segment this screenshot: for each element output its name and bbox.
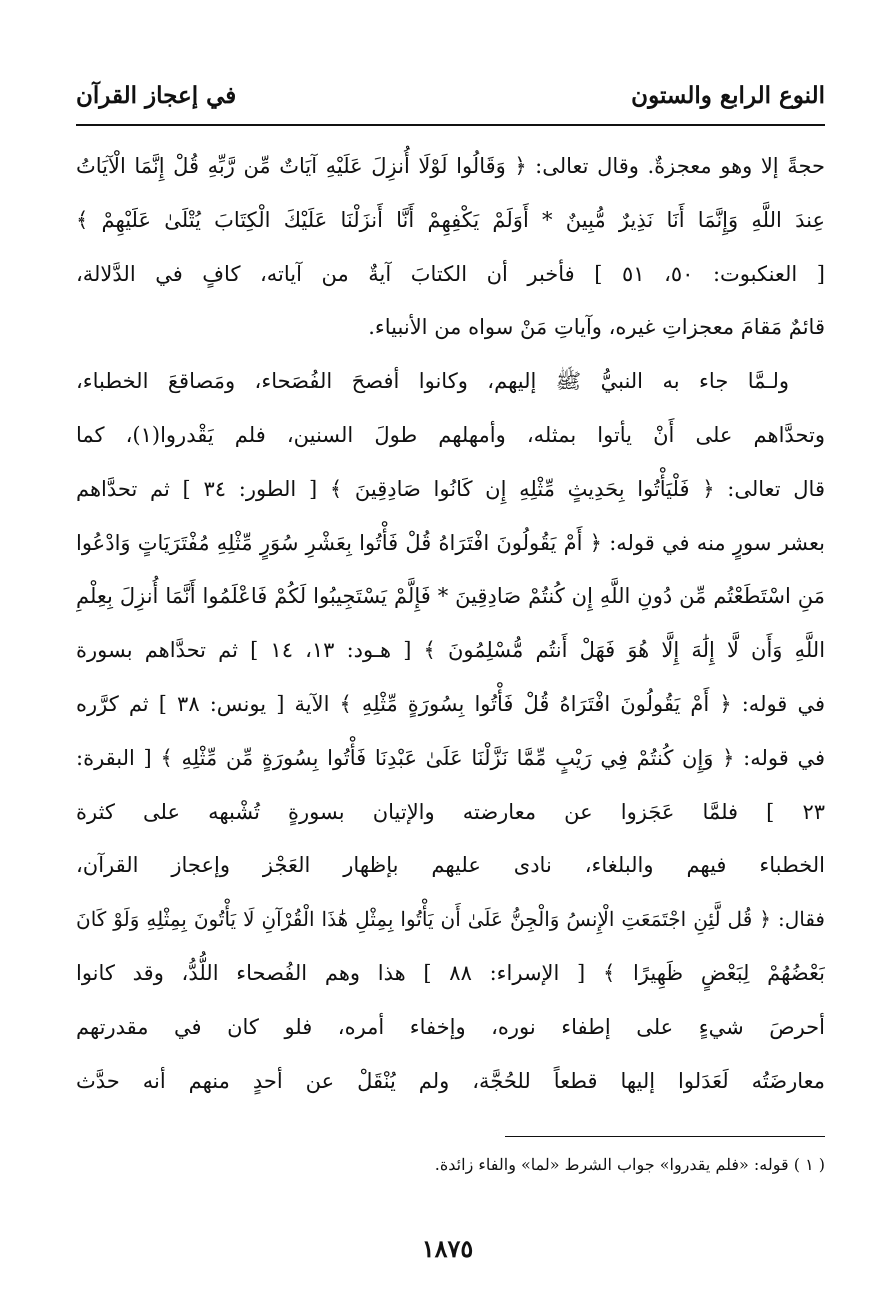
text-line: ولـمَّا جاء به النبيُّ ﷺ إليهم، وكانوا أفصحَ الفُصَحاء، ومَصاقعَ الخطباء، <box>76 369 789 394</box>
page-number: ١٨٧٥ <box>421 1234 474 1263</box>
text-line: وتحدَّاهم على أَنْ يأتوا بمثله، وأمهلهم طولَ السنين، فلم يَقْدروا(١)، كما <box>76 422 825 447</box>
text-line: قال تعالى: ﴿ فَلْيَأْتُوا بِحَدِيثٍ مِّثْلِهِ إِن كَانُوا صَادِقِينَ ﴾ [ الطور: ٣٤ ] ثم تحدَّاهم <box>76 476 825 501</box>
text-line: [ العنكبوت: ٥٠، ٥١ ] فأخبر أن الكتابَ آيةٌ من آياته، كافٍ في الدَّلالة، <box>76 261 825 286</box>
text-line: اللَّهِ وَأَن لَّا إِلَٰهَ إِلَّا هُوَ فَهَلْ أَنتُم مُّسْلِمُونَ ﴾ [ هـود: ١٣، ١٤ ] ثم تحدَّاهم بسورة <box>76 638 825 663</box>
text-line: مَنِ اسْتَطَعْتُم مِّن دُونِ اللَّهِ إِن كُنتُمْ صَادِقِينَ * فَإِلَّمْ يَسْتَجِيبُوا لَكُمْ فَاعْلَمُوا أَنَّمَا أُنزِلَ بِعِلْمِ <box>76 584 825 609</box>
main-text <box>76 140 825 1108</box>
text-line: الخطباء فيهم والبلغاء، نادى عليهم بإظهار العَجْز وإعجاز القرآن، <box>76 853 825 878</box>
footnote: ( ١ ) قوله: «فلم يقدروا» جواب الشرط «لما» والفاء زائدة. <box>434 1155 825 1174</box>
text-line: بعشر سورٍ منه في قوله: ﴿ أَمْ يَقُولُونَ افْتَرَاهُ قُلْ فَأْتُوا بِعَشْرِ سُوَرٍ مِّثْلِهِ مُفْتَرَيَاتٍ وَادْعُوا <box>76 530 825 555</box>
text-line: عِندَ اللَّهِ وَإِنَّمَا أَنَا نَذِيرٌ مُّبِينٌ * أَوَلَمْ يَكْفِهِمْ أَنَّا أَنزَلْنَا عَلَيْكَ الْكِتَابَ يُتْلَىٰ عَلَيْهِمْ ﴾ <box>76 207 825 232</box>
text-line: في قوله: ﴿ أَمْ يَقُولُونَ افْتَرَاهُ قُلْ فَأْتُوا بِسُورَةٍ مِّثْلِهِ ﴾ الآية [ يونس: ٣٨ ] ثم كرَّره <box>76 691 825 716</box>
text-line: أحرصَ شيءٍ على إطفاء نوره، وإخفاء أمره، فلو كان في مقدرتهم <box>76 1014 825 1039</box>
text-line: فقال: ﴿ قُل لَّئِنِ اجْتَمَعَتِ الْإِنسُ وَالْجِنُّ عَلَىٰ أَن يَأْتُوا بِمِثْلِ هَٰذَا الْقُرْآنِ لَا يَأْتُونَ بِمِثْلِهِ وَلَوْ كَانَ <box>76 907 825 932</box>
text-line: بَعْضُهُمْ لِبَعْضٍ ظَهِيرًا ﴾ [ الإسراء: ٨٨ ] هذا وهم الفُصحاء اللُّدُّ، وقد كانوا <box>76 960 825 985</box>
text-line: قائمٌ مَقامَ معجزاتِ غيره، وآياتِ مَنْ سواه من الأنبياء. <box>368 315 825 340</box>
text-line: ٢٣ ] فلمَّا عَجَزوا عن معارضته والإتيان بسورةٍ تُشْبهه على كثرة <box>76 799 825 824</box>
text-line: حجةً إلا وهو معجزةٌ. وقال تعالى: ﴿ وَقَالُوا لَوْلَا أُنزِلَ عَلَيْهِ آيَاتٌ مِّن رَّبِّهِ قُلْ إِنَّمَا الْآيَاتُ <box>76 154 825 178</box>
chapter-title: النوع الرابع والستون <box>631 82 825 109</box>
running-header <box>76 82 825 122</box>
book-title: في إعجاز القرآن <box>76 82 237 109</box>
text-line: معارضَتُه لَعَدَلوا إليها قطعاً للحُجَّة، ولم يُنْقَلْ عن أحدٍ منهم أنه حدَّث <box>76 1068 825 1093</box>
text-line: في قوله: ﴿ وَإِن كُنتُمْ فِي رَيْبٍ مِّمَّا نَزَّلْنَا عَلَىٰ عَبْدِنَا فَأْتُوا بِسُورَةٍ مِّن مِّثْلِهِ ﴾ [ البقرة: <box>76 745 825 770</box>
footnote-divider <box>505 1136 825 1137</box>
header-divider <box>76 124 825 126</box>
